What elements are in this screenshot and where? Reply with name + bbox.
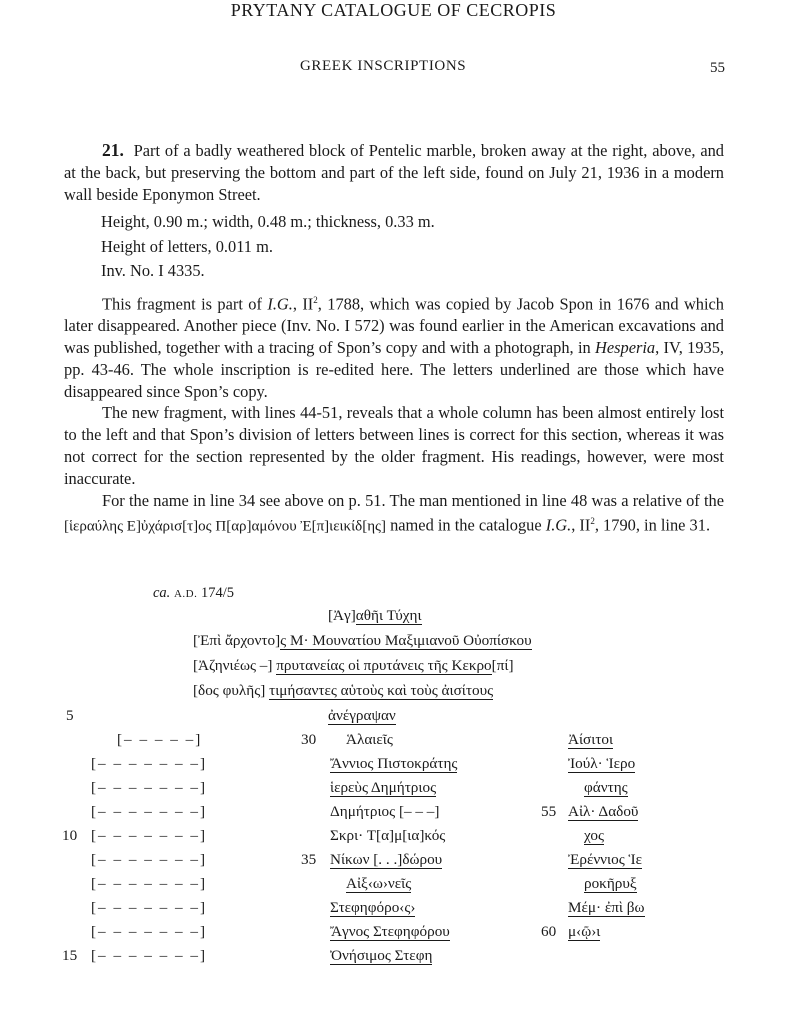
p1-superscript: 2	[313, 295, 318, 305]
col2-line	[330, 755, 457, 773]
col3-text: Ἰούλ· Ἱερο	[568, 755, 636, 772]
heading-line-1	[328, 607, 422, 625]
page-number: 55	[710, 60, 725, 76]
col3-line	[584, 827, 604, 845]
col3-text: φάντης	[584, 779, 628, 796]
line-number: 15	[62, 947, 78, 964]
col3-text: Ἀίσιτοι	[568, 731, 614, 748]
heading-line-4	[193, 682, 493, 700]
line-number: 10	[62, 827, 78, 844]
p3-text-c: , II	[571, 515, 591, 535]
entry-specs	[101, 210, 435, 284]
dimensions: Height, 0.90 m.; width, 0.48 m.; thickness, 0.33 m.	[101, 212, 435, 231]
col1-line: [– – – – – – –]	[91, 827, 208, 844]
col3-text: χος	[584, 827, 605, 844]
letter-height: Height of letters, 0.011 m.	[101, 236, 273, 256]
inscription-date	[153, 585, 234, 602]
col2-text: Ὀνήσιμος Στεφη	[330, 947, 433, 964]
col3-text: ροκῆρυξ	[584, 875, 637, 892]
col1-line: [– – – – – – –]	[91, 803, 208, 820]
col2-line: Ἁλαιεῖς	[346, 731, 393, 748]
p3-text-b: named in the catalogue	[385, 515, 546, 535]
heading-text: ἀνέγραψαν	[328, 707, 396, 724]
p1-ig-ref: I.G.	[267, 294, 293, 314]
col2-line	[330, 899, 415, 917]
col3-text: Ἐρέννιος Ἱε	[568, 851, 643, 868]
p1-hesperia-ref: Hesperia	[595, 338, 656, 358]
heading-bracket: [Ἀγ]	[328, 607, 356, 624]
col2-text: Αἰξ‹ω›νεῖς	[346, 875, 412, 892]
heading-text: τιμήσαντες αὑτοὺς καὶ τοὺς ἀισίτους	[269, 682, 494, 699]
date-ca: ca.	[153, 585, 171, 601]
col2-text: Ἄννιος Πιστοκράτης	[330, 755, 458, 772]
col3-line	[568, 803, 638, 821]
line-number: 30	[301, 731, 317, 748]
line-number: 55	[541, 803, 557, 820]
paragraph-2: The new fragment, with lines 44-51, reveals that a whole column has been almost entirely lost to the left and that Spon’s division of letters between lines is correct for this section, whereas it was not correct for the section represented by the older fragment. His readings, however, were most inaccurate.	[64, 403, 724, 488]
p3-greek-name: [ἱεραύλης Ε]ὐχάρισ[τ]ος Π[αρ]αμόνου Ἐ[π]ιεικίδ[ης]	[64, 518, 386, 535]
heading-bracket: [Ἐπὶ ἄρχοντο]	[193, 632, 281, 649]
col3-line	[584, 779, 628, 797]
date-ad: A.D.	[173, 588, 198, 600]
col2-line	[330, 947, 432, 965]
col2-text: Νίκων [. . .]δώρου	[330, 851, 443, 868]
col2-line	[346, 875, 411, 893]
heading-tail: [πί]	[491, 657, 514, 674]
col1-line: [– – – – – – –]	[91, 755, 208, 772]
p1-text-d: , IV, 1935, pp. 43-46. The whole inscription is re-edited here. The letters underlined are those which have disappeared since Spon’s copy.	[64, 338, 725, 401]
heading-text: αθῆι Τύχηι	[355, 607, 422, 624]
col2-line	[330, 779, 436, 797]
p1-text-a: This fragment is part of	[102, 294, 268, 314]
commentary	[64, 290, 724, 539]
date-year: 174/5	[200, 585, 234, 601]
col1-line: [– – – – – – –]	[91, 875, 208, 892]
col3-text: Μέμ· ἐπὶ βω	[568, 899, 645, 916]
p1-text-c: , 1788, which was copied by Jacob Spon in 1676 and which later disappeared. Another piece (Inv. No. I 572) was found earlier in the American excavations and was published, together with a tracing of Spon’s copy and with a photograph, in	[64, 294, 725, 358]
heading-bracket: [Ἀζηνιέως –]	[193, 657, 273, 674]
col3-line	[568, 731, 613, 749]
col2-line: Σκρι· Τ[α]μ[ια]κός	[330, 827, 446, 844]
heading-line-2	[193, 632, 532, 650]
col3-text: μ‹ῷ›ι	[568, 923, 601, 940]
col3-line	[568, 755, 635, 773]
col1-line: [– – – – – – –]	[91, 947, 208, 964]
col1-line: [– – – – – – –]	[91, 779, 208, 796]
col2-line: Δημήτριος [– – –]	[330, 803, 440, 820]
col1-line: [– – – – – – –]	[91, 851, 208, 868]
heading-line-3	[193, 657, 514, 675]
col1-line: [– – – – –]	[117, 731, 203, 748]
heading-bracket: [δος φυλῆς]	[193, 682, 266, 699]
heading-line-5	[328, 707, 396, 725]
entry-number: 21.	[102, 140, 124, 160]
entry-description-text: Part of a badly weathered block of Pentelic marble, broken away at the right, above, and at the back, but preserving the bottom and part of the left side, found on July 21, 1936 in a modern wall beside Eponymon Street.	[64, 141, 724, 204]
col1-line: [– – – – – – –]	[91, 899, 208, 916]
col3-line	[584, 875, 637, 893]
line-number: 35	[301, 851, 317, 868]
paragraph-1	[64, 290, 724, 402]
line-number: 5	[66, 707, 74, 724]
col2-line	[330, 923, 450, 941]
inventory-number: Inv. No. I 4335.	[101, 261, 205, 280]
entry-description	[64, 140, 724, 205]
col1-line: [– – – – – – –]	[91, 923, 208, 940]
col2-text: Ἄγνος Στεφηφόρου	[330, 923, 450, 940]
col3-line	[568, 851, 642, 869]
p3-text-d: , 1790, in line 31.	[594, 515, 711, 535]
p3-superscript: 2	[590, 516, 595, 527]
paragraph-3	[64, 490, 724, 539]
col3-line	[568, 923, 600, 941]
heading-text: ς Μ· Μουνατίου Μαξιμιανοῦ Οὐοπίσκου	[280, 632, 532, 649]
running-title: GREEK INSCRIPTIONS	[300, 58, 467, 74]
col3-line	[568, 899, 645, 917]
col3-text: Αἰλ· Δαδοῦ	[568, 803, 639, 820]
section-title: PRYTANY CATALOGUE OF CECROPIS	[230, 0, 557, 20]
col2-text: Στεφηφόρο‹ς›	[330, 899, 416, 916]
col2-text: ἱερεὺς Δημήτριος	[330, 779, 437, 796]
col2-line	[330, 851, 442, 869]
heading-text: πρυτανείας οἱ πρυτάνεις τῆς Κεκρο	[276, 657, 492, 674]
line-number: 60	[541, 923, 557, 940]
p3-ig-ref: I.G.	[545, 515, 572, 535]
p3-text-a: For the name in line 34 see above on p. 51. The man mentioned in line 48 was a relative of the	[102, 490, 724, 510]
p1-text-b: , II	[292, 294, 314, 314]
